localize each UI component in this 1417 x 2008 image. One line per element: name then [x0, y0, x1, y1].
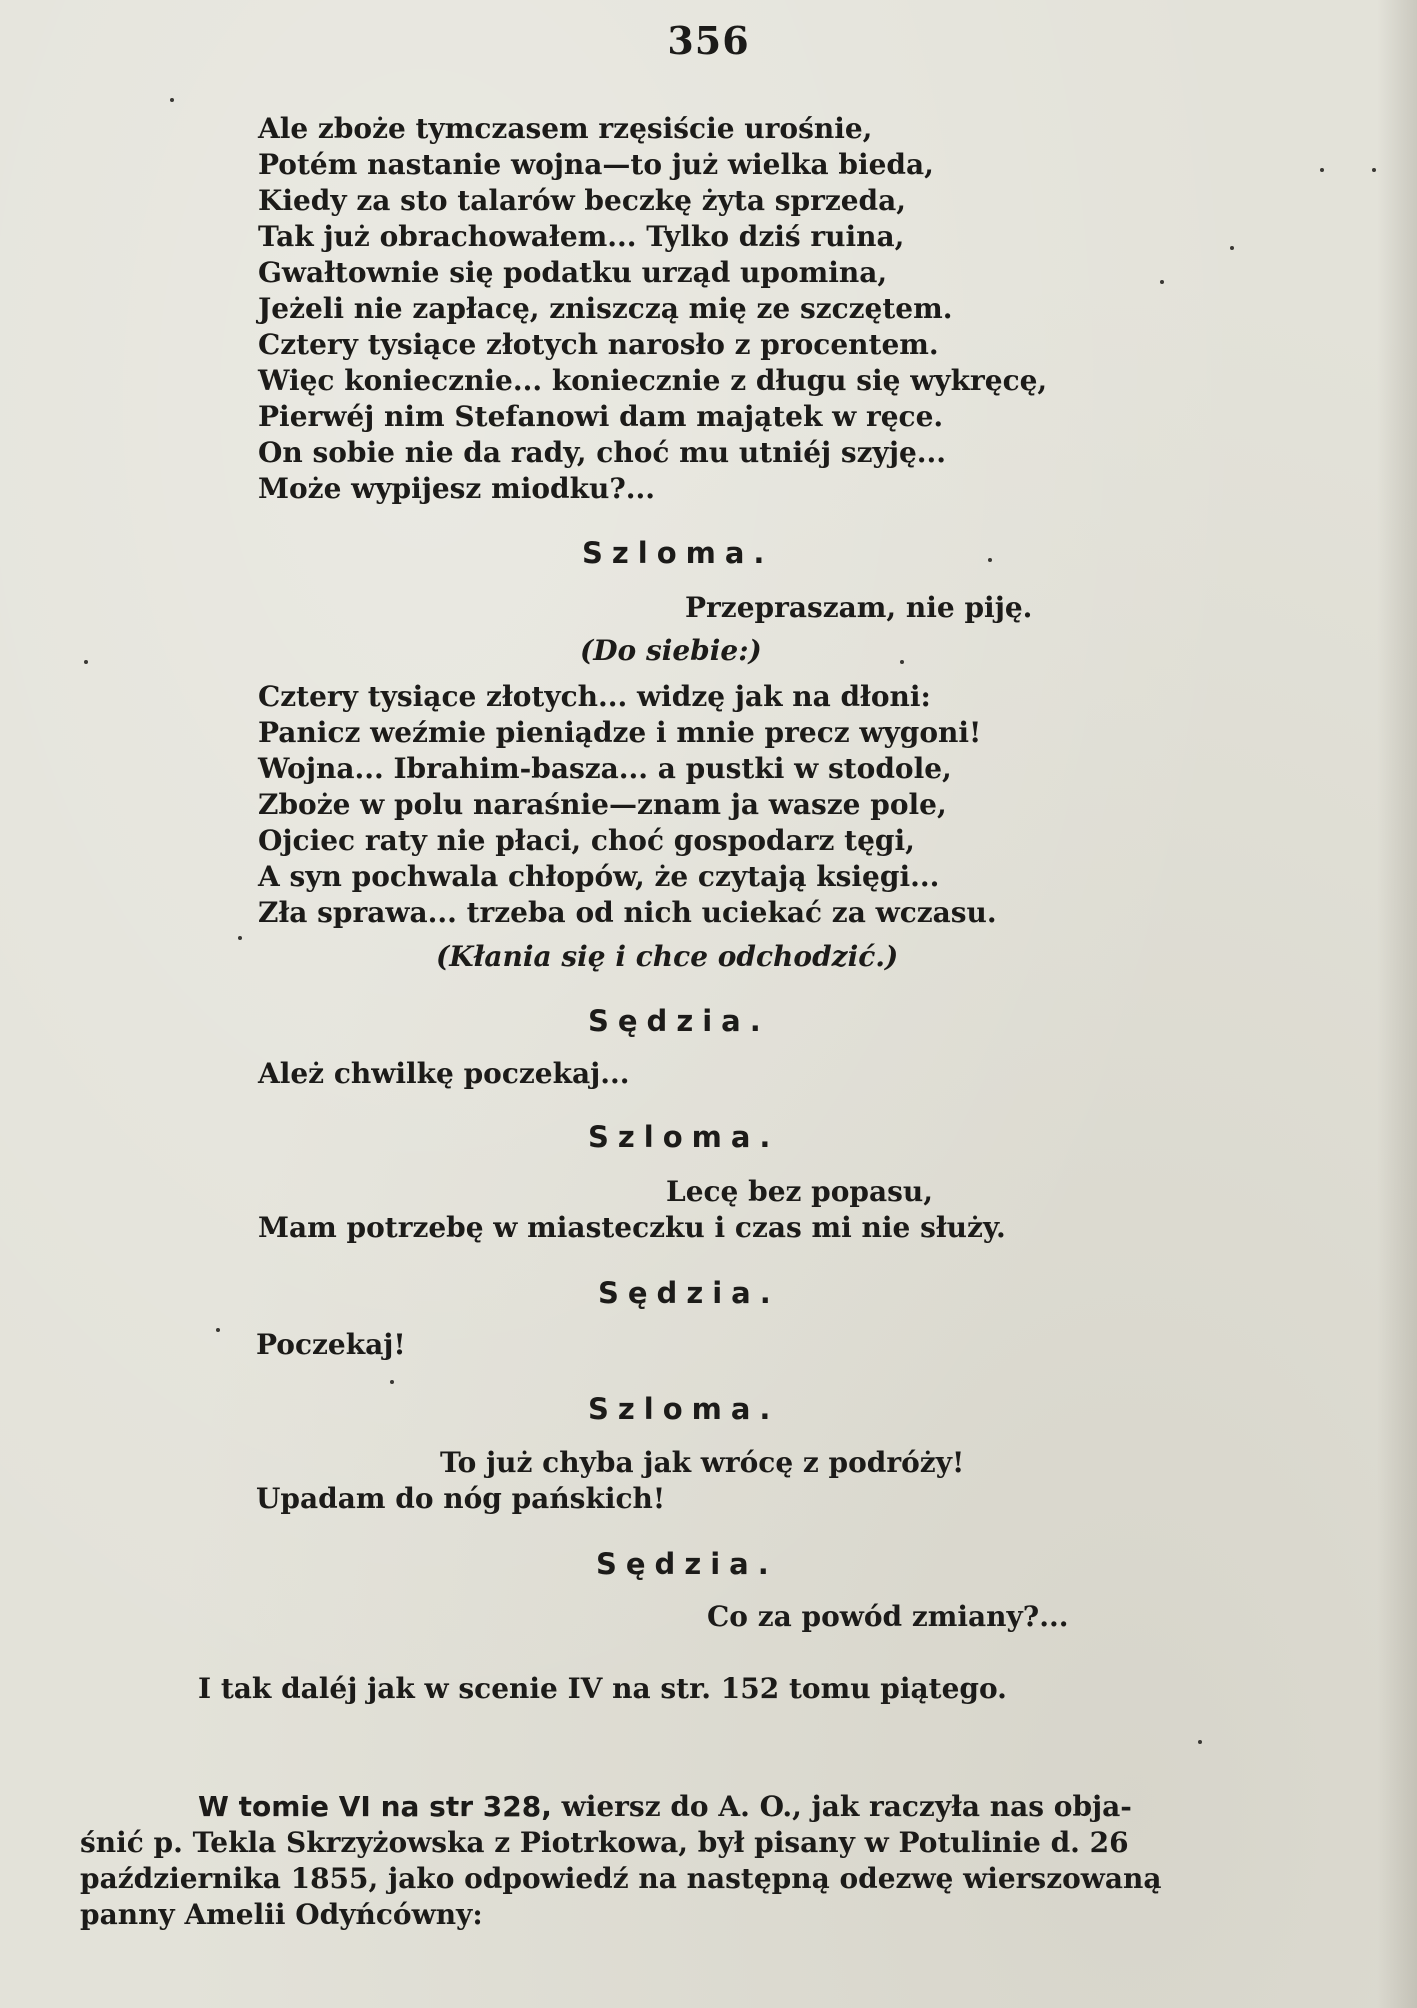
verse-line: Pierwéj nim Stefanowi dam majątek w ręce. — [258, 400, 944, 433]
verse-line: Kiedy za sto talarów beczkę żyta sprzeda, — [258, 184, 907, 217]
verse-line: A syn pochwala chłopów, że czytają księgi... — [258, 860, 940, 893]
speaker-heading: Sędzia. — [598, 1276, 780, 1310]
print-speck — [216, 1328, 220, 1332]
dialogue-line: Ależ chwilkę poczekaj... — [258, 1057, 630, 1090]
note-line: panny Amelii Odyńcówny: — [80, 1898, 483, 1931]
dialogue-line: Upadam do nóg pańskich! — [256, 1482, 666, 1515]
verse-line: On sobie nie da rady, choć mu utniéj szyję... — [258, 436, 947, 469]
speaker-heading: Szloma. — [588, 1392, 780, 1426]
page-gutter-shadow — [1377, 0, 1417, 2008]
verse-line: Potém nastanie wojna—to już wielka bieda, — [258, 148, 934, 181]
note-line: października 1855, jako odpowiedź na następną odezwę wierszowaną — [80, 1862, 1162, 1895]
verse-line: Panicz weźmie pieniądze i mnie precz wygoni! — [258, 716, 982, 749]
dialogue-line: Poczekaj! — [256, 1328, 406, 1361]
print-speck — [1372, 168, 1376, 172]
speaker-heading: Sędzia. — [588, 1004, 770, 1038]
closing-line: I tak daléj jak w scenie IV na str. 152 tomu piątego. — [198, 1672, 1007, 1705]
verse-line: Zboże w polu naraśnie—znam ja wasze pole, — [258, 788, 947, 821]
print-speck — [1198, 1740, 1202, 1744]
note-lead: W tomie VI na str 328, — [198, 1790, 552, 1823]
verse-line: Może wypijesz miodku?... — [258, 472, 656, 505]
verse-line: Ale zboże tymczasem rzęsiście urośnie, — [258, 112, 873, 145]
print-speck — [900, 660, 904, 664]
verse-line: Zła sprawa... trzeba od nich uciekać za wczasu. — [258, 896, 997, 929]
verse-line: Ojciec raty nie płaci, choć gospodarz tęgi, — [258, 824, 915, 857]
verse-line: Cztery tysiące złotych narosło z procentem. — [258, 328, 939, 361]
print-speck — [1320, 168, 1324, 172]
speaker-heading: Szloma. — [588, 1120, 780, 1154]
page-number: 356 — [667, 18, 750, 63]
verse-line: Więc koniecznie... koniecznie z długu się wykręcę, — [258, 364, 1048, 397]
print-speck — [988, 558, 992, 562]
dialogue-line: Przepraszam, nie piję. — [685, 591, 1033, 624]
verse-line: Jeżeli nie zapłacę, zniszczą mię ze szczętem. — [258, 292, 953, 325]
speaker-heading: Sędzia. — [596, 1547, 778, 1581]
verse-line: Cztery tysiące złotych... widzę jak na dłoni: — [258, 680, 931, 713]
stage-direction: (Kłania się i chce odchodzić.) — [436, 940, 899, 973]
print-speck — [84, 660, 88, 664]
print-speck — [170, 98, 174, 102]
dialogue-line: Co za powód zmiany?... — [707, 1600, 1069, 1633]
print-speck — [390, 1380, 394, 1384]
print-speck — [238, 936, 242, 940]
stage-direction: (Do siebie:) — [580, 634, 762, 667]
dialogue-line: Lecę bez popasu, — [666, 1175, 933, 1208]
verse-line: Wojna... Ibrahim-basza... a pustki w stodole, — [258, 752, 952, 785]
dialogue-line: Mam potrzebę w miasteczku i czas mi nie służy. — [258, 1211, 1006, 1244]
note-line: śnić p. Tekla Skrzyżowska z Piotrkowa, był pisany w Potulinie d. 26 — [80, 1826, 1129, 1859]
print-speck — [1230, 246, 1234, 250]
verse-line: Tak już obrachowałem... Tylko dziś ruina, — [258, 220, 905, 253]
speaker-heading: Szloma. — [582, 536, 774, 570]
verse-line: Gwałtownie się podatku urząd upomina, — [258, 256, 888, 289]
note-line-rest: wiersz do A. O., jak raczyła nas obja- — [561, 1790, 1132, 1823]
dialogue-line: To już chyba jak wrócę z podróży! — [440, 1446, 965, 1479]
note-line — [198, 1790, 1132, 1824]
print-speck — [1160, 280, 1164, 284]
